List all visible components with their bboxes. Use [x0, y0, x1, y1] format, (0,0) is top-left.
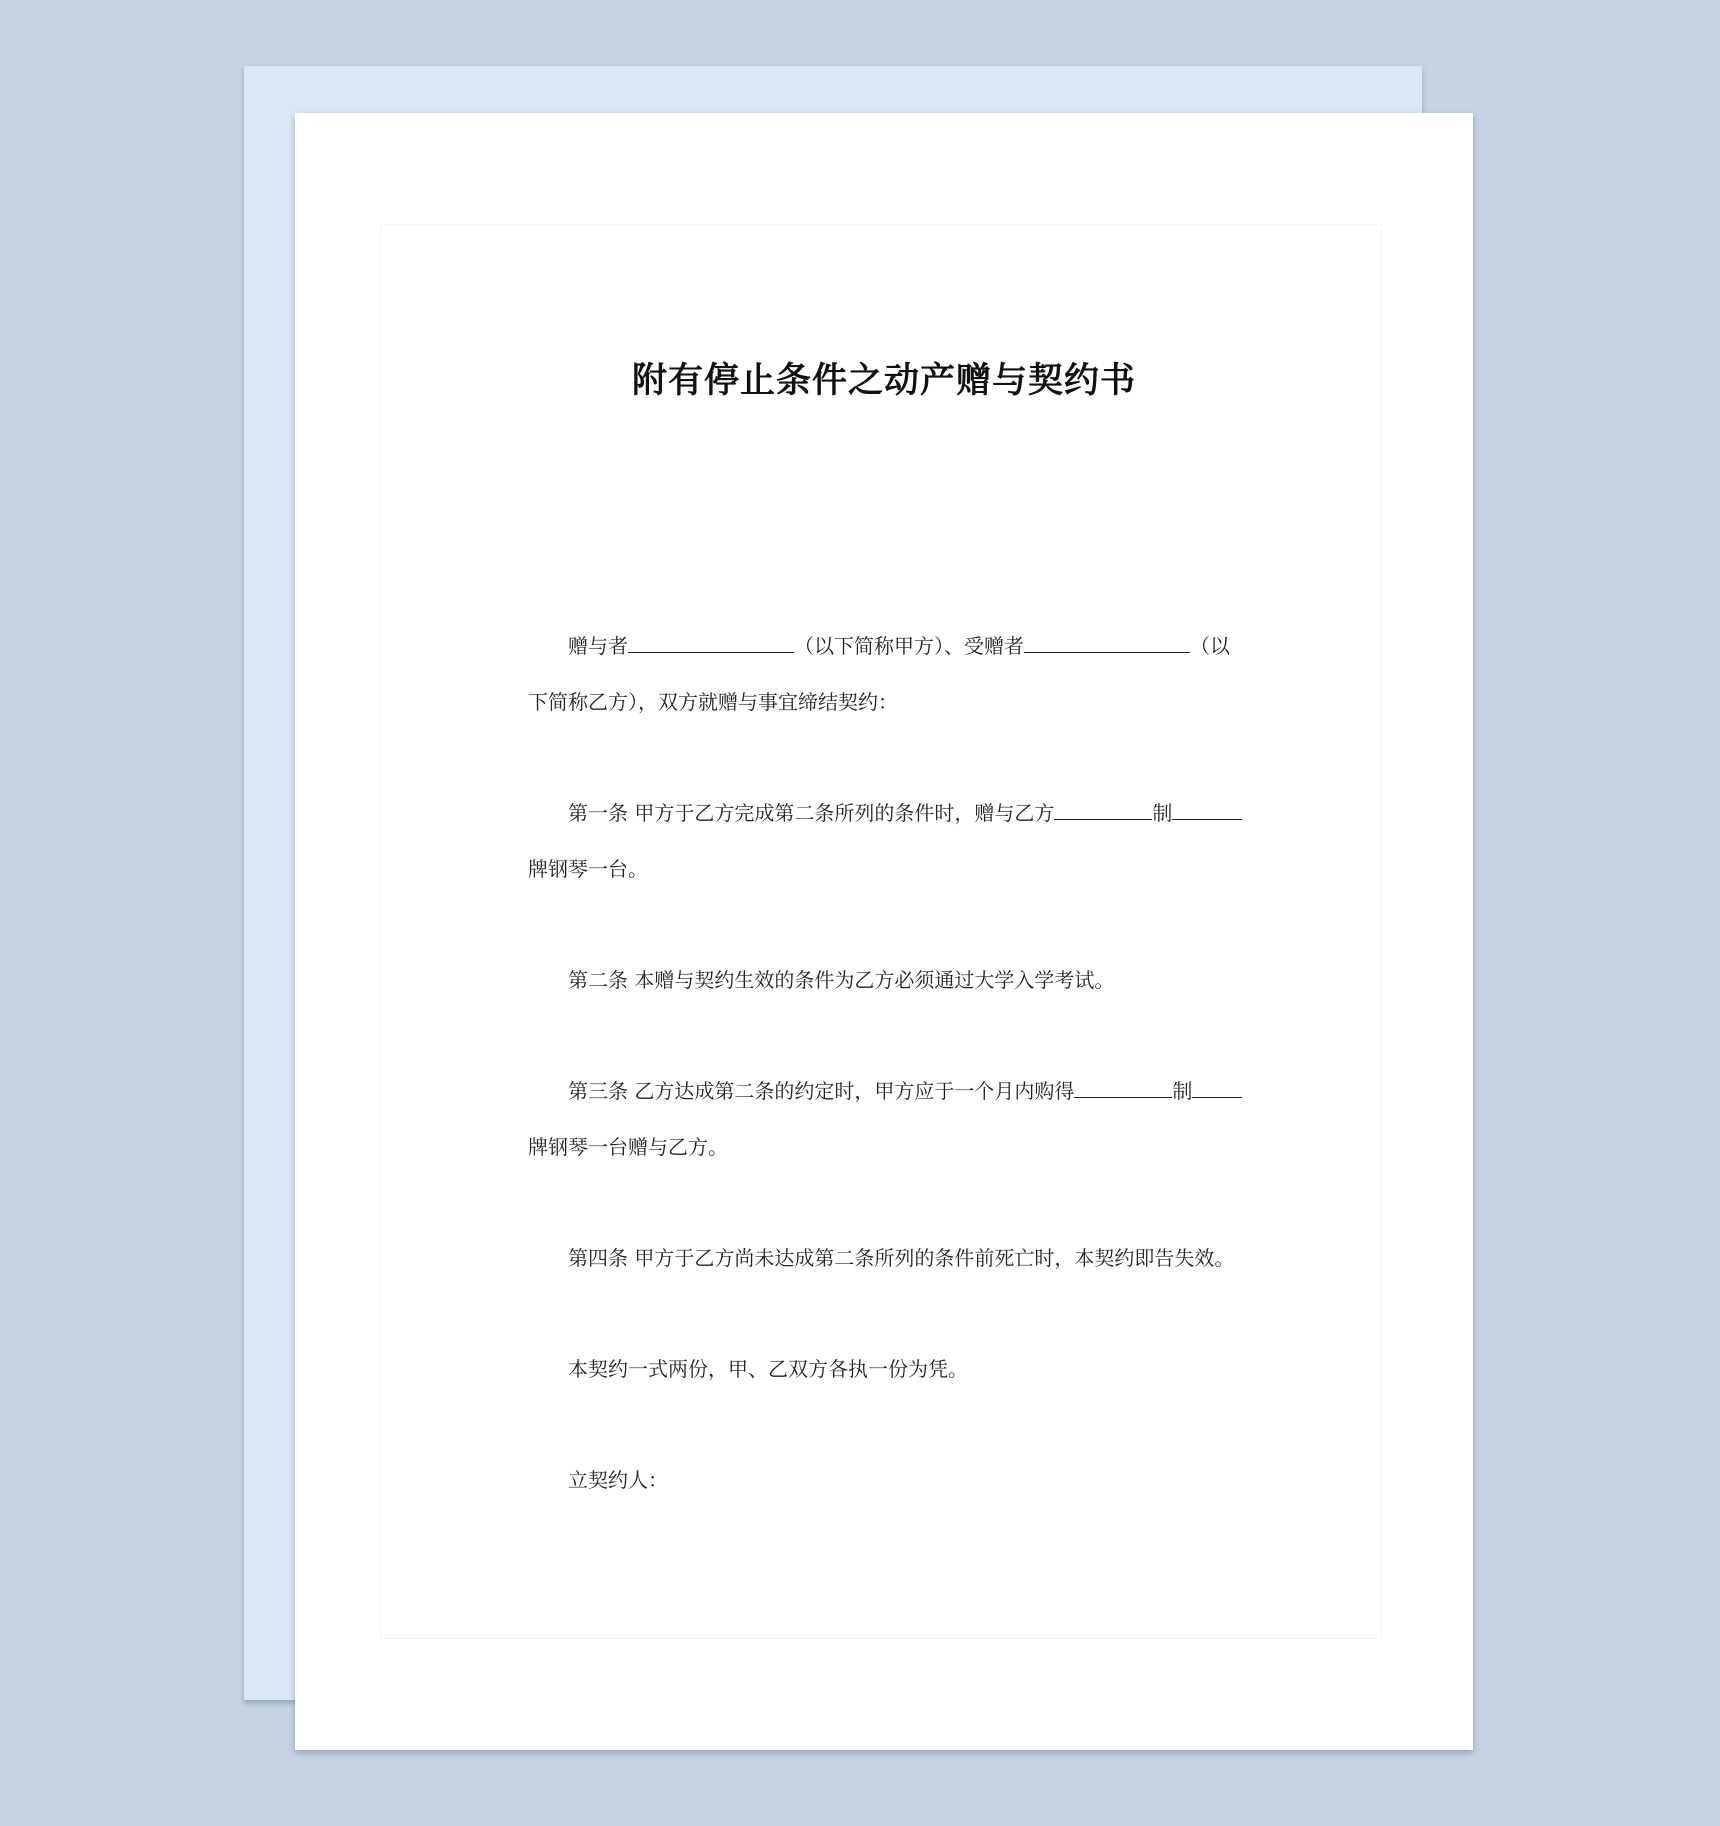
article-3-text-1: 第三条 乙方达成第二条的约定时，甲方应于一个月内购得	[568, 1079, 1075, 1103]
intro-text-3: （以下简称乙方），双方就赠与事宜缔结契约：	[528, 634, 1230, 714]
article-3-maker-blank	[1074, 1081, 1172, 1098]
article-2: 第二条 本赠与契约生效的条件为乙方必须通过大学入学考试。	[568, 968, 1115, 992]
article-1-text-3: 牌钢琴一台。	[528, 857, 648, 881]
article-3-brand-blank	[1192, 1081, 1242, 1098]
article-4: 第四条 甲方于乙方尚未达成第二条所列的条件前死亡时，本契约即告失效。	[568, 1246, 1235, 1270]
article-3-text-2: 制	[1172, 1079, 1193, 1103]
document-title: 附有停止条件之动产赠与契约书	[631, 361, 1136, 401]
article-3-text-3: 牌钢琴一台赠与乙方。	[528, 1135, 728, 1159]
article-1	[528, 785, 1243, 897]
donee-blank	[1024, 636, 1190, 653]
article-1-text-2: 制	[1152, 801, 1173, 825]
intro-text-2: （以下简称甲方）、受赠者	[794, 634, 1024, 658]
article-1-text-1: 第一条 甲方于乙方完成第二条所列的条件时，赠与乙方	[568, 801, 1055, 825]
document-body	[528, 618, 1243, 1563]
article-1-brand-blank	[1172, 803, 1242, 820]
document-page	[295, 113, 1473, 1750]
article-1-maker-blank	[1054, 803, 1152, 820]
donor-blank	[628, 636, 794, 653]
intro-paragraph	[528, 618, 1243, 730]
copies-clause: 本契约一式两份，甲、乙双方各执一份为凭。	[568, 1357, 968, 1381]
intro-text-1: 赠与者	[568, 634, 628, 658]
signatory-label: 立契约人：	[568, 1468, 668, 1492]
article-3	[528, 1063, 1243, 1175]
